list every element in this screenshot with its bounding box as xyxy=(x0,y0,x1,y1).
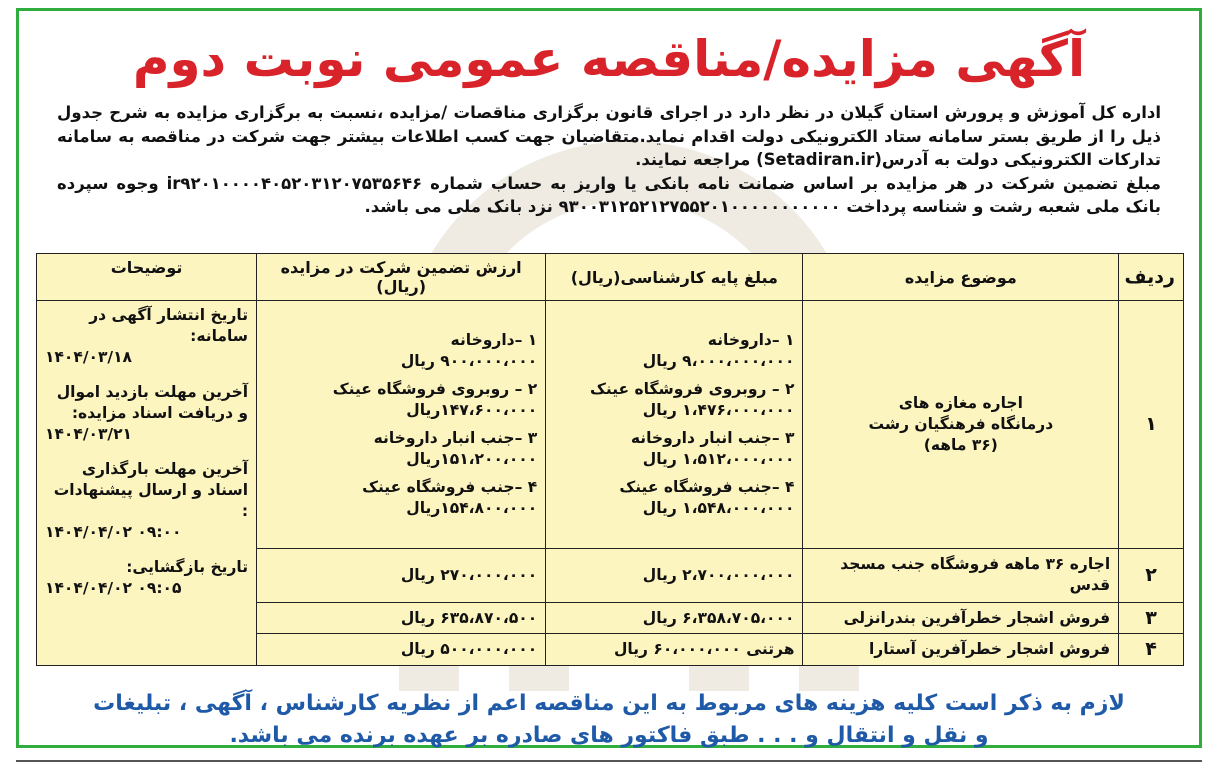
intro-text xyxy=(57,101,1161,219)
list-item xyxy=(265,477,537,519)
item-name: ۴ –جنب فروشگاه عینک xyxy=(362,478,538,496)
list-item xyxy=(265,379,537,421)
row-number: ۲ xyxy=(1119,549,1184,603)
desc-label: آخرین مهلت بارگذاری اسناد و ارسال پیشنهادات : xyxy=(53,460,249,520)
header-description: توضیحات xyxy=(37,254,257,301)
footer-line: لازم به ذکر است کلیه هزینه های مربوط به این مناقصه اعم از نظریه کارشناس ، آگهی ، تبلیغات xyxy=(93,691,1125,716)
row-number: ۴ xyxy=(1119,634,1184,666)
row-number: ۱ xyxy=(1119,301,1184,549)
desc-value: ۱۴۰۴/۰۳/۱۸ xyxy=(45,348,133,366)
guarantee-cell: ۶۳۵،۸۷۰،۵۰۰ ریال xyxy=(257,602,546,634)
header-subject: موضوع مزایده xyxy=(803,254,1119,301)
guarantee-cell: ۲۷۰،۰۰۰،۰۰۰ ریال xyxy=(257,549,546,603)
item-amount: ۹،۰۰۰،۰۰۰،۰۰۰ ریال xyxy=(642,352,795,370)
item-amount: ۱۵۴،۸۰۰،۰۰۰ریال xyxy=(406,499,538,517)
auction-table xyxy=(36,253,1184,666)
list-item xyxy=(554,477,794,519)
base-price-cell: هرتنی ۶۰،۰۰۰،۰۰۰ ریال xyxy=(546,634,803,666)
item-amount: ۱،۵۱۲،۰۰۰،۰۰۰ ریال xyxy=(642,450,795,468)
item-name: ۱ –داروخانه xyxy=(450,331,538,349)
subject-line: اجاره مغازه های xyxy=(898,394,1023,412)
item-name: ۱ –داروخانه xyxy=(707,331,795,349)
item-name: ۲ – روبروی فروشگاه عینک xyxy=(590,380,795,398)
desc-label: تاریخ بازگشایی: xyxy=(126,558,249,576)
desc-value: ۱۴۰۴/۰۴/۰۲ ۰۹:۰۵ xyxy=(45,579,182,597)
subject-line: درمانگاه فرهنگیان رشت xyxy=(868,415,1054,433)
item-name: ۳ –جنب انبار داروخانه xyxy=(630,429,795,447)
item-amount: ۱،۵۴۸،۰۰۰،۰۰۰ ریال xyxy=(642,499,795,517)
item-amount: ۱،۴۷۶،۰۰۰،۰۰۰ ریال xyxy=(642,401,795,419)
base-price-cell: ۲،۷۰۰،۰۰۰،۰۰۰ ریال xyxy=(546,549,803,603)
item-amount: ۹۰۰،۰۰۰،۰۰۰ ریال xyxy=(400,352,538,370)
subject-line: (۳۶ ماهه) xyxy=(923,436,998,454)
base-price-cell xyxy=(546,301,803,549)
item-name: ۳ –جنب انبار داروخانه xyxy=(373,429,538,447)
desc-label: آخرین مهلت بازدید اموال و دریافت اسناد مزایده: xyxy=(56,383,249,422)
desc-submit-deadline xyxy=(45,459,248,543)
item-amount: ۱۵۱،۲۰۰،۰۰۰ریال xyxy=(406,450,538,468)
list-item xyxy=(554,428,794,470)
subject-cell: اجاره ۳۶ ماهه فروشگاه جنب مسجد قدس xyxy=(803,549,1119,603)
base-price-cell: ۶،۳۵۸،۷۰۵،۰۰۰ ریال xyxy=(546,602,803,634)
desc-visit-deadline xyxy=(45,382,248,445)
item-name: ۲ – روبروی فروشگاه عینک xyxy=(332,380,538,398)
page-title: آگهی مزایده/مناقصه عمومی نوبت دوم xyxy=(132,30,1086,88)
description-cell xyxy=(37,301,257,666)
header-row-number: ردیف xyxy=(1119,254,1184,301)
item-name: ۴ –جنب فروشگاه عینک xyxy=(619,478,795,496)
intro-paragraph: مبلغ تضمین شرکت در هر مزایده بر اساس ضمانت نامه بانکی یا واریز به حساب شماره ir۹۲۰۱۰۰۰۰۴۰۵۲۰۳۱۲۰۷۵۳۵۶۴۶ وجوه سپرده بانک ملی شعبه رشت و شناسه پرداخت ۹۳۰۰۳۱۲۵۲۱۲۷۵۵۲۰۱۰۰۰۰۰۰۰۰۰۰۰ نزد بانک ملی می باشد. xyxy=(57,173,1161,216)
subject-cell: فروش اشجار خطرآفرین بندرانزلی xyxy=(803,602,1119,634)
list-item xyxy=(554,379,794,421)
desc-value: ۱۴۰۴/۰۳/۲۱ xyxy=(45,425,133,443)
desc-opening-date xyxy=(45,557,248,599)
subject-cell xyxy=(803,301,1119,549)
item-amount: ۱۴۷،۶۰۰،۰۰۰ریال xyxy=(406,401,538,419)
guarantee-cell xyxy=(257,301,546,549)
list-item xyxy=(265,428,537,470)
list-item xyxy=(265,330,537,372)
bottom-divider xyxy=(16,760,1202,762)
desc-publish-date xyxy=(45,305,248,368)
desc-value: ۱۴۰۴/۰۴/۰۲ ۰۹:۰۰ xyxy=(45,523,182,541)
header-base-price: مبلغ پایه کارشناسی(ریال) xyxy=(546,254,803,301)
list-item xyxy=(554,330,794,372)
footer-line: و نقل و انتقال و . . . طبق فاکتور های صادره بر عهده برنده می باشد. xyxy=(229,723,989,748)
footer-note xyxy=(55,688,1163,752)
guarantee-cell: ۵۰۰،۰۰۰،۰۰۰ ریال xyxy=(257,634,546,666)
row-number: ۳ xyxy=(1119,602,1184,634)
subject-cell: فروش اشجار خطرآفرین آستارا xyxy=(803,634,1119,666)
desc-label: تاریخ انتشار آگهی در سامانه: xyxy=(89,306,249,345)
intro-paragraph: اداره کل آموزش و پرورش استان گیلان در نظر دارد در اجرای قانون برگزاری مناقصات /مزایده ،نسبت به برگزاری مزایده به شرح جدول ذیل را از طریق بستر سامانه ستاد الکترونیکی دولت اقدام نماید.متقاضیان جهت کسب اطلاعات بیشتر جهت شرکت در مناقصه به سامانه تدارکات الکترونیکی دولت به آدرس(Setadiran.ir) مراجعه نمایند. xyxy=(57,103,1161,169)
header-guarantee: ارزش تضمین شرکت در مزایده (ریال) xyxy=(257,254,546,301)
table-header-row xyxy=(37,254,1184,301)
table-row xyxy=(37,301,1184,549)
